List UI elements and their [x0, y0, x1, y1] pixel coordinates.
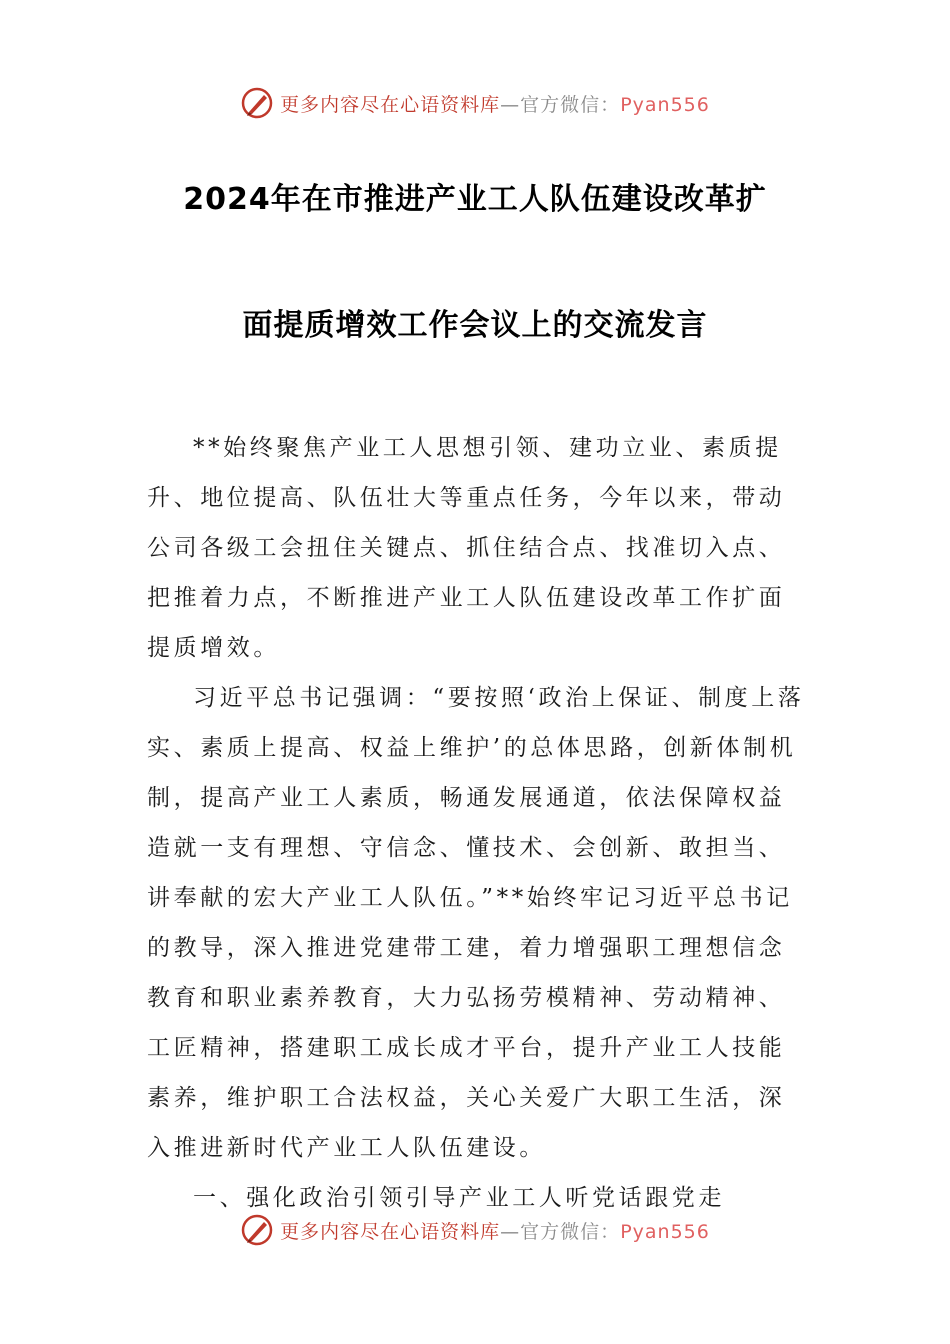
watermark-dash: —: [500, 1220, 521, 1243]
watermark-text: [280, 90, 710, 117]
watermark-wechat-label: 官方微信：: [520, 93, 621, 116]
pen-logo-icon: [240, 86, 274, 120]
watermark-wechat-id: Pyan556: [620, 93, 710, 116]
document-title-line-1: 2024年在市推进产业工人队伍建设改革扩: [183, 182, 767, 217]
watermark-brand: 更多内容尽在心语资料库: [280, 1220, 501, 1243]
watermark-brand: 更多内容尽在心语资料库: [280, 93, 501, 116]
document-title-line-2: 面提质增效工作会议上的交流发言: [242, 308, 708, 343]
watermark-footer: [0, 1210, 950, 1250]
section-heading-1: 一、强化政治引领引导产业工人听党话跟党走: [193, 1185, 725, 1211]
watermark-header: [0, 83, 950, 123]
watermark-wechat-label: 官方微信：: [520, 1220, 621, 1243]
watermark-text: [280, 1217, 710, 1244]
paragraph-quote: 习近平总书记强调：“要按照‘政治上保证、制度上落实、素质上提高、权益上维护’的总体思路，创新体制机制，提高产业工人素质，畅通发展通道，依法保障权益造就一支有理想、守信念、懂技术、会创新、敢担当、讲奉献的宏大产业工人队伍。”**始终牢记习近平总书记的教导，深入推进党建带工建，着力增强职工理想信念教育和职业素养教育，大力弘扬劳模精神、劳动精神、工匠精神，搭建职工成长成才平台，提升产业工人技能素养，维护职工合法权益，关心关爱广大职工生活，深入推进新时代产业工人队伍建设。: [147, 685, 805, 1161]
watermark-wechat-id: Pyan556: [620, 1220, 710, 1243]
watermark-dash: —: [500, 93, 521, 116]
document-body: [147, 423, 807, 1223]
paragraph-intro: **始终聚焦产业工人思想引领、建功立业、素质提升、地位提高、队伍壮大等重点任务，今年以来，带动公司各级工会扭住关键点、抓住结合点、找准切入点、把推着力点，不断推进产业工人队伍建设改革工作扩面提质增效。: [147, 435, 786, 661]
pen-logo-icon: [240, 1213, 274, 1247]
